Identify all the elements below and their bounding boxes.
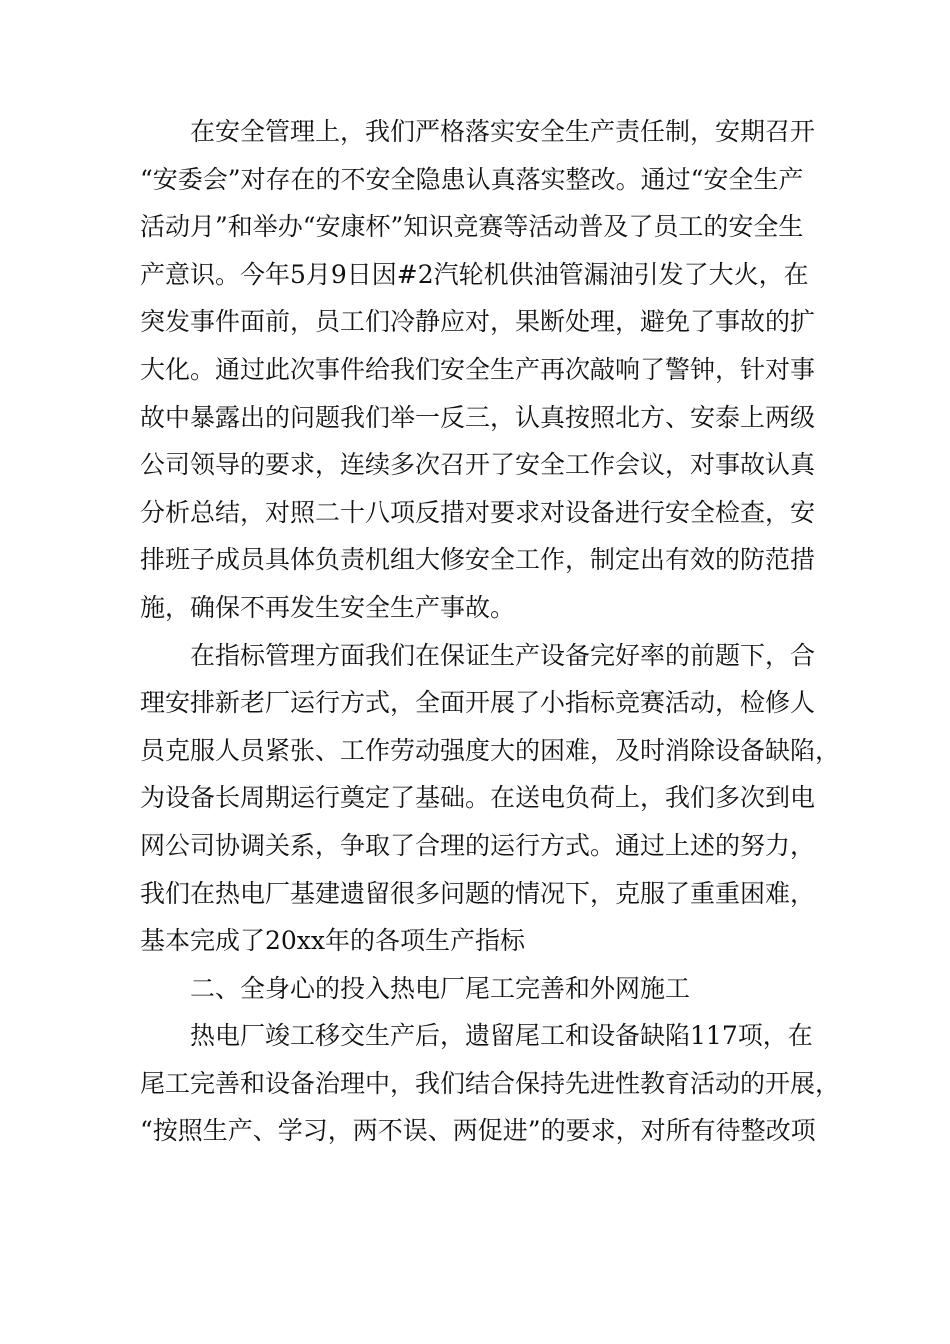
text-line: 我们在热电厂基建遗留很多问题的情况下，克服了重重困难， [140,878,816,908]
text-line: 在安全管理上，我们严格落实安全生产责任制，安期召开 [190,117,816,146]
text-line: 突发事件面前，员工们冷静应对，果断处理，避免了事故的扩 [140,307,816,337]
text-line: 大化。通过此次事件给我们安全生产再次敲响了警钟，针对事 [140,354,816,384]
text-line: 网公司协调关系，争取了合理的运行方式。通过上述的努力， [140,830,816,860]
text-line: 排班子成员具体负责机组大修安全工作，制定出有效的防范措 [140,545,816,575]
paragraph-indicator-management [140,632,840,965]
text-line: 公司领导的要求，连续多次召开了安全工作会议，对事故认真 [140,450,816,480]
paragraph-safety-management [140,108,840,632]
text-line: “按照生产、学习，两不误、两促进”的要求，对所有待整改项 [140,1116,816,1146]
document-body [140,108,840,1155]
text-line: 为设备长周期运行奠定了基础。在送电负荷上，我们多次到电 [140,783,816,813]
text-line: 理安排新老厂运行方式，全面开展了小指标竞赛活动，检修人 [140,688,816,718]
text-line: “安委会”对存在的不安全隐患认真落实整改。通过“安全生产 [140,164,804,194]
text-line: 施，确保不再发生安全生产事故。 [140,592,516,622]
section-heading [140,965,840,1013]
text-line: 员克服人员紧张、工作劳动强度大的困难，及时消除设备缺陷， [140,735,841,765]
text-line: 活动月”和举办“安康杯”知识竞赛等活动普及了员工的安全生 [140,212,804,242]
text-line: 产意识。今年5月9日因#2汽轮机供油管漏油引发了大火，在 [140,259,809,289]
text-line: 热电厂竣工移交生产后，遗留尾工和设备缺陷117项，在 [190,1021,813,1051]
text-line: 在指标管理方面我们在保证生产设备完好率的前题下，合 [190,640,816,670]
text-line: 故中暴露出的问题我们举一反三，认真按照北方、安泰上两级 [140,402,816,432]
text-line: 基本完成了20xx年的各项生产指标 [140,926,526,956]
text-line: 二、全身心的投入热电厂尾工完善和外网施工 [190,973,691,1003]
text-line: 尾工完善和设备治理中，我们结合保持先进性教育活动的开展， [140,1068,841,1098]
paragraph-tail-work [140,1012,840,1155]
text-line: 分析总结，对照二十八项反措对要求对设备进行安全检查，安 [140,497,816,527]
